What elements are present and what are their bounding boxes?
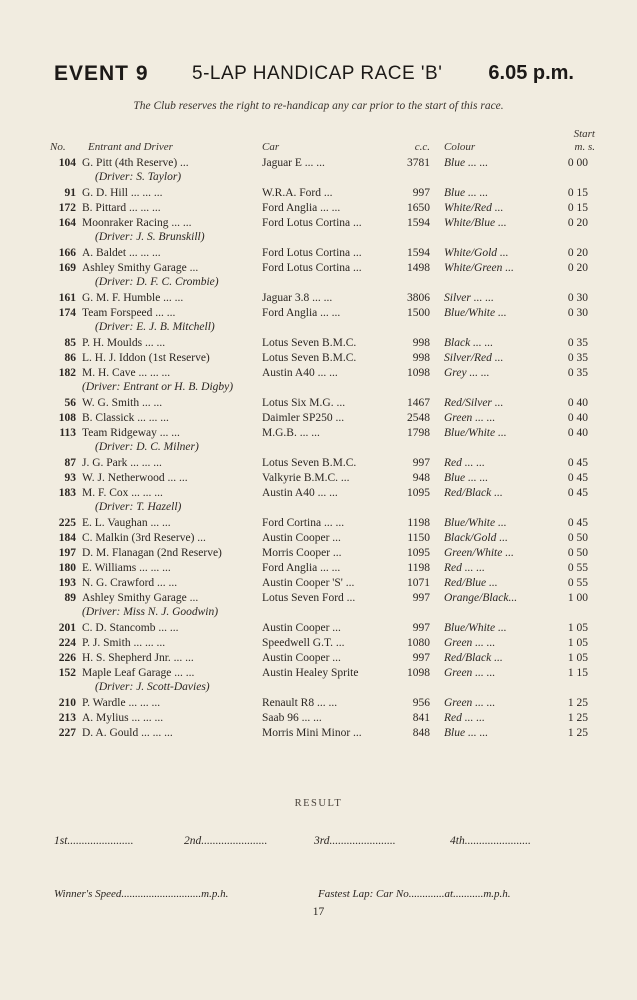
- entry-car: Ford Lotus Cortina ...: [262, 217, 362, 229]
- entry-cc: 1098: [407, 667, 430, 679]
- entry-colour: Red ... ...: [444, 457, 485, 469]
- entry-cc: 956: [412, 697, 430, 709]
- entry-colour: Green ... ...: [444, 697, 496, 709]
- entry-car: Ford Lotus Cortina ...: [262, 247, 362, 259]
- entry-entrant: G. Pitt (4th Reserve) ...: [82, 157, 189, 169]
- entry-cc: 1798: [407, 427, 430, 439]
- entry-colour: Blue/White ...: [444, 427, 507, 439]
- entry-number: 225: [58, 517, 76, 529]
- entry-cc: 1650: [407, 202, 430, 214]
- entry-colour: Black/Gold ...: [444, 532, 508, 544]
- entry-start: 0 40: [567, 397, 588, 409]
- entry-start: 0 20: [567, 247, 588, 259]
- entry-entrant: W. G. Smith ... ...: [82, 397, 163, 409]
- entry-car: Lotus Seven B.M.C.: [262, 352, 357, 364]
- entry-colour: Blue ... ...: [444, 472, 489, 484]
- entry-number: 91: [64, 187, 76, 199]
- entry-cc: 948: [412, 472, 430, 484]
- entry-row: [0, 576, 637, 590]
- entry-start: 0 30: [567, 307, 588, 319]
- entry-number: 152: [58, 667, 76, 679]
- place-fourth: 4th.......................: [450, 835, 531, 847]
- entry-car: Jaguar 3.8 ... ...: [262, 292, 333, 304]
- entry-row: [0, 516, 637, 530]
- entry-car: Austin A40 ... ...: [262, 487, 338, 499]
- entry-row: [0, 726, 637, 740]
- entry-colour: Red/Black ...: [444, 487, 503, 499]
- entry-entrant: M. H. Cave ... ... ...: [82, 367, 171, 379]
- column-entrant: Entrant and Driver: [88, 141, 173, 153]
- entry-number: 87: [64, 457, 76, 469]
- entry-start: 0 30: [567, 292, 588, 304]
- entry-colour: Green ... ...: [444, 637, 496, 649]
- entry-number: 182: [58, 367, 76, 379]
- entry-number: 226: [58, 652, 76, 664]
- entry-cc: 997: [412, 652, 430, 664]
- entry-cc: 1467: [407, 397, 430, 409]
- entry-cc: 1098: [407, 367, 430, 379]
- race-time: 6.05 p.m.: [488, 62, 574, 84]
- entry-colour: Blue ... ...: [444, 187, 489, 199]
- entry-car: Lotus Seven Ford ...: [262, 592, 356, 604]
- entry-cc: 1498: [407, 262, 430, 274]
- entry-driver: (Driver: S. Taylor): [95, 171, 182, 183]
- entry-colour: Blue/White ...: [444, 517, 507, 529]
- entry-number: 201: [58, 622, 76, 634]
- entry-cc: 1095: [407, 487, 430, 499]
- entry-number: 183: [58, 487, 76, 499]
- entry-entrant: P. Wardle ... ... ...: [82, 697, 161, 709]
- column-colour: Colour: [444, 141, 476, 153]
- entry-car: Austin Cooper ...: [262, 532, 341, 544]
- entry-entrant: M. F. Cox ... ... ...: [82, 487, 163, 499]
- entry-entrant: A. Mylius ... ... ...: [82, 712, 164, 724]
- entry-number: 56: [64, 397, 76, 409]
- entry-driver: (Driver: J. S. Brunskill): [95, 231, 205, 243]
- result-places: [0, 835, 637, 851]
- entry-row: [0, 201, 637, 215]
- entry-number: 108: [58, 412, 76, 424]
- entry-cc: 2548: [407, 412, 430, 424]
- entry-car: Ford Lotus Cortina ...: [262, 262, 362, 274]
- entry-car: Valkyrie B.M.C. ...: [262, 472, 350, 484]
- entry-row: [0, 486, 637, 500]
- column-cc: c.c.: [414, 141, 430, 153]
- entry-start: 1 25: [567, 697, 588, 709]
- entry-car: Ford Anglia ... ...: [262, 562, 341, 574]
- entry-number: 213: [58, 712, 76, 724]
- entry-car: Austin A40 ... ...: [262, 367, 338, 379]
- entry-number: 227: [58, 727, 76, 739]
- entry-row: [0, 291, 637, 305]
- entry-driver: (Driver: Miss N. J. Goodwin): [82, 606, 219, 618]
- entry-entrant: L. H. J. Iddon (1st Reserve): [82, 352, 210, 364]
- entry-entrant: Moonraker Racing ... ...: [82, 217, 192, 229]
- entry-entrant: Ashley Smithy Garage ...: [82, 262, 199, 274]
- entry-start: 0 45: [567, 487, 588, 499]
- entry-cc: 1080: [407, 637, 430, 649]
- entry-car: Ford Cortina ... ...: [262, 517, 345, 529]
- entry-row: [0, 306, 637, 320]
- entry-colour: Black ... ...: [444, 337, 494, 349]
- entry-number: 172: [58, 202, 76, 214]
- entry-number: 113: [59, 427, 76, 439]
- entry-row: [0, 561, 637, 575]
- entry-row: [0, 591, 637, 605]
- entry-entrant: Ashley Smithy Garage ...: [82, 592, 199, 604]
- entry-car: M.G.B. ... ...: [262, 427, 320, 439]
- entry-cc: 841: [412, 712, 430, 724]
- entry-row: [0, 651, 637, 665]
- fastest-lap: Fastest Lap: Car No.............at...........m.p.h.: [318, 888, 511, 900]
- entry-cc: 1095: [407, 547, 430, 559]
- entry-start: 1 25: [567, 727, 588, 739]
- entry-entrant: H. S. Shepherd Jnr. ... ...: [82, 652, 194, 664]
- entry-car: Austin Cooper ...: [262, 652, 341, 664]
- entry-row: [0, 396, 637, 410]
- entry-cc: 1198: [407, 517, 430, 529]
- entry-cc: 1594: [407, 217, 430, 229]
- entry-entrant: D. M. Flanagan (2nd Reserve): [82, 547, 222, 559]
- entry-row: [0, 546, 637, 560]
- entry-entrant: D. A. Gould ... ... ...: [82, 727, 173, 739]
- column-start-label: Start: [573, 128, 595, 140]
- entry-cc: 997: [412, 592, 430, 604]
- entry-cc: 3781: [407, 157, 430, 169]
- entry-car: W.R.A. Ford ...: [262, 187, 333, 199]
- entry-driver: (Driver: J. Scott-Davies): [95, 681, 210, 693]
- entry-row: [0, 351, 637, 365]
- entry-start: 0 45: [567, 472, 588, 484]
- column-car: Car: [262, 141, 280, 153]
- entry-number: 169: [58, 262, 76, 274]
- entry-colour: Red/Blue ...: [444, 577, 498, 589]
- entry-start: 0 20: [567, 262, 588, 274]
- entry-entrant: G. D. Hill ... ... ...: [82, 187, 163, 199]
- entry-number: 184: [58, 532, 76, 544]
- entry-entrant: B. Classick ... ... ...: [82, 412, 169, 424]
- event-header: [54, 62, 574, 88]
- entry-car: Morris Mini Minor ...: [262, 727, 362, 739]
- entry-entrant: Team Ridgeway ... ...: [82, 427, 180, 439]
- entry-entrant: E. Williams ... ... ...: [82, 562, 171, 574]
- entry-row: [0, 366, 637, 380]
- entry-row: [0, 426, 637, 440]
- entry-entrant: E. L. Vaughan ... ...: [82, 517, 171, 529]
- entry-number: 180: [58, 562, 76, 574]
- entry-row: [0, 621, 637, 635]
- entry-colour: White/Gold ...: [444, 247, 509, 259]
- entry-entrant: Team Forspeed ... ...: [82, 307, 176, 319]
- entry-start: 0 40: [567, 427, 588, 439]
- entry-row: [0, 636, 637, 650]
- entry-colour: Silver ... ...: [444, 292, 494, 304]
- entry-start: 0 55: [567, 577, 588, 589]
- entry-row: [0, 696, 637, 710]
- entry-cc: 1500: [407, 307, 430, 319]
- entry-car: Morris Cooper ...: [262, 547, 342, 559]
- entry-colour: Red ... ...: [444, 712, 485, 724]
- entry-car: Lotus Six M.G. ...: [262, 397, 346, 409]
- winners-speed: Winner's Speed.............................m.p.h.: [54, 888, 229, 900]
- entry-colour: White/Green ...: [444, 262, 514, 274]
- entry-row: [0, 216, 637, 230]
- entry-driver: (Driver: D. F. C. Crombie): [95, 276, 219, 288]
- entry-start: 0 00: [567, 157, 588, 169]
- entry-colour: Blue/White ...: [444, 307, 507, 319]
- entry-row: [0, 666, 637, 680]
- entry-colour: Silver/Red ...: [444, 352, 504, 364]
- entry-driver: (Driver: E. J. B. Mitchell): [95, 321, 215, 333]
- entry-number: 89: [64, 592, 76, 604]
- entry-number: 224: [58, 637, 76, 649]
- entry-start: 0 40: [567, 412, 588, 424]
- rehandicap-notice: The Club reserves the right to re-handicap any car prior to the start of this race.: [133, 100, 504, 112]
- entry-number: 86: [64, 352, 76, 364]
- entry-driver: (Driver: T. Hazell): [95, 501, 182, 513]
- entry-number: 164: [58, 217, 76, 229]
- entry-row: [0, 411, 637, 425]
- place-third: 3rd.......................: [314, 835, 396, 847]
- entry-entrant: Maple Leaf Garage ... ...: [82, 667, 195, 679]
- result-heading: RESULT: [294, 798, 343, 809]
- entry-car: Jaguar E ... ...: [262, 157, 325, 169]
- entry-colour: Blue/White ...: [444, 622, 507, 634]
- entry-start: 0 45: [567, 457, 588, 469]
- entry-start: 0 50: [567, 532, 588, 544]
- entry-start: 1 05: [567, 652, 588, 664]
- entry-number: 166: [58, 247, 76, 259]
- entry-number: 104: [58, 157, 76, 169]
- column-start-unit: m. s.: [574, 141, 595, 153]
- entry-cc: 1150: [407, 532, 430, 544]
- entry-driver: (Driver: Entrant or H. B. Digby): [82, 381, 234, 393]
- entry-row: [0, 456, 637, 470]
- entry-car: Austin Healey Sprite: [262, 667, 359, 679]
- entry-start: 0 45: [567, 517, 588, 529]
- entry-entrant: P. J. Smith ... ... ...: [82, 637, 166, 649]
- entry-start: 0 35: [567, 367, 588, 379]
- entry-colour: Red ... ...: [444, 562, 485, 574]
- entry-car: Daimler SP250 ...: [262, 412, 345, 424]
- entry-row: [0, 261, 637, 275]
- entry-colour: White/Blue ...: [444, 217, 507, 229]
- entry-start: 0 50: [567, 547, 588, 559]
- entry-car: Austin Cooper ...: [262, 622, 341, 634]
- entry-number: 93: [64, 472, 76, 484]
- entry-number: 193: [58, 577, 76, 589]
- entry-cc: 3806: [407, 292, 430, 304]
- entry-row: [0, 711, 637, 725]
- entry-colour: Green ... ...: [444, 667, 496, 679]
- entry-colour: Blue ... ...: [444, 727, 489, 739]
- entry-entrant: B. Pittard ... ... ...: [82, 202, 161, 214]
- entry-row: [0, 336, 637, 350]
- entry-cc: 848: [412, 727, 430, 739]
- entry-colour: Grey ... ...: [444, 367, 490, 379]
- entry-cc: 1594: [407, 247, 430, 259]
- entry-entrant: C. D. Stancomb ... ...: [82, 622, 179, 634]
- entry-row: [0, 156, 637, 170]
- page-number: 17: [312, 906, 325, 918]
- speed-line: [0, 888, 637, 904]
- entry-start: 0 35: [567, 337, 588, 349]
- entry-row: [0, 186, 637, 200]
- column-no: No.: [50, 141, 66, 153]
- event-number: EVENT 9: [54, 62, 149, 85]
- entry-car: Lotus Seven B.M.C.: [262, 457, 357, 469]
- entry-row: [0, 471, 637, 485]
- entry-entrant: J. G. Park ... ... ...: [82, 457, 162, 469]
- entry-car: Austin Cooper 'S' ...: [262, 577, 355, 589]
- entry-colour: Green/White ...: [444, 547, 514, 559]
- entry-cc: 997: [412, 622, 430, 634]
- entry-start: 0 55: [567, 562, 588, 574]
- entry-entrant: N. G. Crawford ... ...: [82, 577, 178, 589]
- entry-number: 174: [58, 307, 76, 319]
- entry-car: Ford Anglia ... ...: [262, 202, 341, 214]
- entry-entrant: W. J. Netherwood ... ...: [82, 472, 188, 484]
- entry-number: 197: [58, 547, 76, 559]
- entry-start: 1 15: [567, 667, 588, 679]
- entry-start: 0 15: [567, 187, 588, 199]
- entry-colour: Red/Silver ...: [444, 397, 504, 409]
- place-first: 1st.......................: [54, 835, 134, 847]
- entry-colour: Green ... ...: [444, 412, 496, 424]
- entry-number: 210: [58, 697, 76, 709]
- entry-cc: 1198: [407, 562, 430, 574]
- place-second: 2nd.......................: [184, 835, 268, 847]
- entry-car: Speedwell G.T. ...: [262, 637, 345, 649]
- entry-start: 1 25: [567, 712, 588, 724]
- entry-cc: 998: [412, 337, 430, 349]
- entry-cc: 998: [412, 352, 430, 364]
- entry-cc: 997: [412, 187, 430, 199]
- entry-car: Ford Anglia ... ...: [262, 307, 341, 319]
- entry-driver: (Driver: D. C. Milner): [95, 441, 199, 453]
- entry-colour: Red/Black ...: [444, 652, 503, 664]
- entry-entrant: C. Malkin (3rd Reserve) ...: [82, 532, 206, 544]
- entry-row: [0, 531, 637, 545]
- entry-cc: 997: [412, 457, 430, 469]
- entry-number: 161: [58, 292, 76, 304]
- entry-colour: Blue ... ...: [444, 157, 489, 169]
- entry-row: [0, 246, 637, 260]
- entry-entrant: G. M. F. Humble ... ...: [82, 292, 184, 304]
- entry-car: Renault R8 ... ...: [262, 697, 338, 709]
- entry-entrant: P. H. Moulds ... ...: [82, 337, 166, 349]
- entry-cc: 1071: [407, 577, 430, 589]
- entry-start: 1 00: [567, 592, 588, 604]
- entry-colour: Orange/Black...: [444, 592, 518, 604]
- entry-start: 1 05: [567, 637, 588, 649]
- entry-entrant: A. Baldet ... ... ...: [82, 247, 161, 259]
- entry-number: 85: [64, 337, 76, 349]
- entry-start: 0 15: [567, 202, 588, 214]
- entry-start: 1 05: [567, 622, 588, 634]
- race-name: 5-LAP HANDICAP RACE 'B': [192, 63, 443, 84]
- entry-colour: White/Red ...: [444, 202, 504, 214]
- entry-car: Saab 96 ... ...: [262, 712, 322, 724]
- entry-start: 0 35: [567, 352, 588, 364]
- entry-start: 0 20: [567, 217, 588, 229]
- entry-car: Lotus Seven B.M.C.: [262, 337, 357, 349]
